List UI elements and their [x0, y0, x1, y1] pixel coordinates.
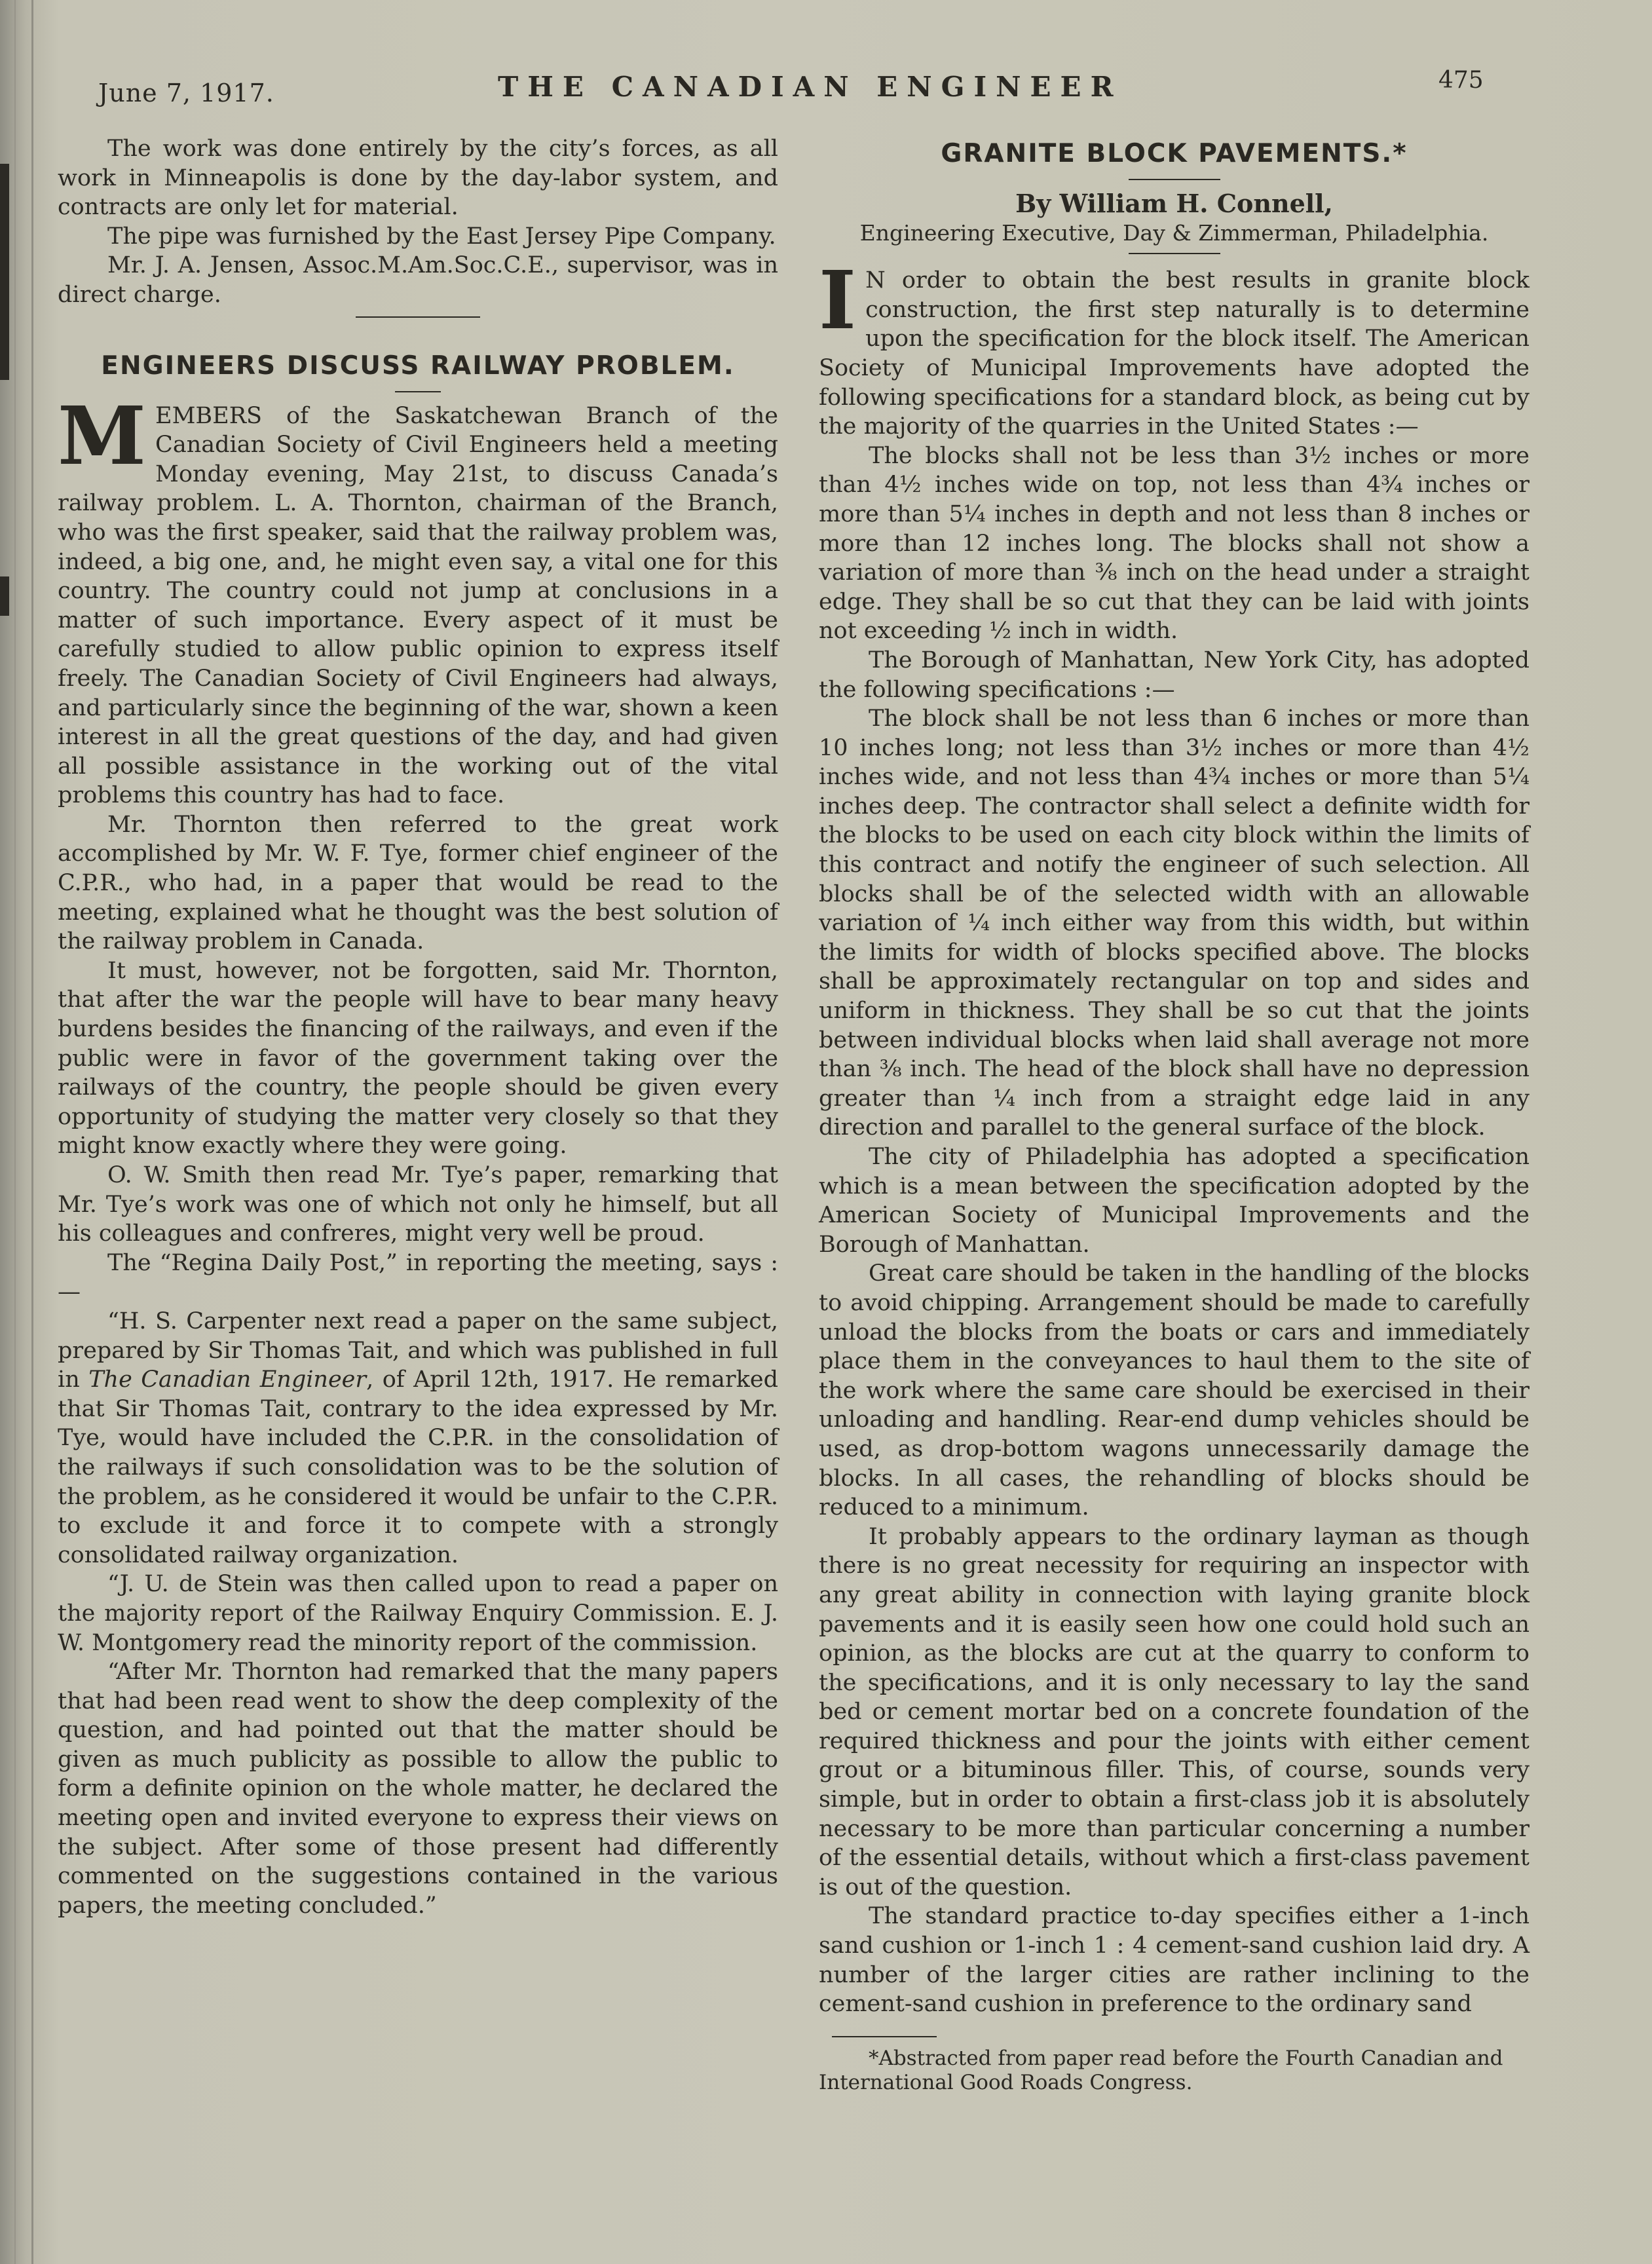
byline: By William H. Connell,	[1015, 189, 1333, 218]
headline-rule	[1129, 179, 1220, 180]
paragraph	[58, 1307, 778, 1570]
page-edge-shadow	[14, 0, 16, 2264]
lead-paragraph	[58, 388, 778, 810]
article-headline: GRANITE BLOCK PAVEMENTS.*	[941, 139, 1408, 168]
lead-text: N order to obtain the best results in granite block construction, the first step naturally is to determine upon the specification for the block itself. The American Society of Municipal Improvements have adopted the following specifications for a standard block, as being cut by the majority of the quarries in the United States :—	[819, 267, 1530, 440]
text-run: “H. S. Carpenter next read a paper on the same subject, prepared by Sir Thomas Tait, and which was published in full in	[58, 1308, 778, 1393]
headline-rule	[395, 391, 441, 392]
paragraph: It probably appears to the ordinary layman as though there is no great necessity for requiring an inspector with any great ability in connection with laying granite block pavements and it is easily seen how one could hold such an opinion, as the blocks are cut at the quarry to conform to the specifications, and it is only necessary to lay the sand bed or cement mortar bed on a concrete foundation of the required thickness and pour the joints with either cement grout or a bituminous filler. This, of course, sounds very simple, but in order to obtain a first-class job it is absolutely necessary to be more than particular concerning a number of the essential details, without which a first-class pavement is out of the question.	[819, 1523, 1530, 1900]
text-run: , of April 12th, 1917. He remarked that Sir Thomas Tait, contrary to the idea expressed by Mr. Tye, would have included the C.P.R. in the consolidation of the railways if such consolidation was to be the solution of the problem, as he considered it would be unfair to the C.P.R. to exclude it and force it to compete with a strongly consolidated railway organization.	[58, 1367, 778, 1568]
section-divider	[356, 316, 480, 318]
running-head	[0, 59, 1652, 111]
byline-rule	[1129, 253, 1220, 254]
margin-bar	[0, 576, 9, 616]
drop-cap: I	[819, 253, 857, 348]
paragraph: The block shall be not less than 6 inches or more than 10 inches long; not less than 3½ inches or more than 4½ inches wide, and not less than 4¾ inches or more than 5¼ inches deep. The contractor shall select a definite width for the blocks to be used on each city block within the limits of this contract and notify the engineer of such selection. All blocks shall be of the selected width with an allowable variation of ¼ inch either way from this width, but within the limits for width of blocks specified above. The blocks shall be approximately rectangular on top and sides and uniform in thickness. They shall be so cut that the joints between individual blocks when laid shall average not more than ⅜ inch. The head of the block shall have no depression greater than ¼ inch from a straight edge laid in any direction and parallel to the general surface of the block.	[819, 706, 1530, 1141]
right-column	[819, 134, 1530, 2095]
footnote: *Abstracted from paper read before the Fourth Canadian and International Good Roads Congress.	[819, 2046, 1503, 2094]
paragraph: The pipe was furnished by the East Jersey Pipe Company.	[107, 223, 776, 250]
drop-cap: M	[58, 388, 147, 483]
article-headline: ENGINEERS DISCUSS RAILWAY PROBLEM.	[101, 350, 735, 381]
paragraph: The Borough of Manhattan, New York City, has adopted the following specifications :—	[819, 647, 1530, 703]
paragraph: Mr. Thornton then referred to the great work accomplished by Mr. W. F. Tye, former chief engineer of the C.P.R., who had, in a paper that would be read to the meeting, explained what he thought was the best solution of the railway problem in Canada.	[58, 811, 778, 955]
page-number: 475	[1438, 67, 1484, 94]
paragraph: The work was done entirely by the city’s forces, as all work in Minneapolis is done by the day-labor system, and contracts are only let for material.	[58, 136, 778, 221]
lead-paragraph	[819, 253, 1530, 442]
paragraph: “After Mr. Thornton had remarked that the many papers that had been read went to show the deep complexity of the question, and had pointed out that the matter should be given as much publicity as possible to allow the public to form a definite opinion on the whole matter, he declared the meeting open and invited everyone to express their views on the subject. After some of those present had differently commented on the suggestions contained in the various papers, the meeting concluded.”	[58, 1659, 778, 1919]
paragraph: The standard practice to-day specifies either a 1-inch sand cushion or 1-inch 1 : 4 cement-sand cushion laid dry. A number of the larger cities are rather inclining to the cement-sand cushion in preference to the ordinary sand	[819, 1903, 1530, 2018]
paragraph: Mr. J. A. Jensen, Assoc.M.Am.Soc.C.E., supervisor, was in direct charge.	[58, 252, 778, 308]
paragraph: The city of Philadelphia has adopted a specification which is a mean between the specification adopted by the American Society of Municipal Improvements and the Borough of Manhattan.	[819, 1144, 1530, 1258]
issue-date: June 7, 1917.	[98, 79, 274, 107]
paragraph: The blocks shall not be less than 3½ inches or more than 4½ inches wide on top, not less than 4¾ inches or more than 5¼ inches in depth and not less than 8 inches or more than 12 inches long. The blocks shall not show a variation of more than ⅜ inch on the head under a straight edge. They shall be so cut that they can be laid with joints not exceeding ½ inch in width.	[819, 442, 1530, 645]
margin-bar	[0, 164, 9, 380]
publication-title: The Canadian Engineer	[88, 1367, 367, 1393]
binding-line	[31, 0, 33, 2264]
paragraph: It must, however, not be forgotten, said Mr. Thornton, that after the war the people will have to bear many heavy burdens besides the financing of the railways, and even if the public were in favor of the government taking over the railways of the country, the people should be given every opportunity of studying the matter very closely so that they might know exactly where they were going.	[58, 957, 778, 1160]
left-column	[58, 134, 778, 1920]
footnote-rule	[832, 2036, 937, 2037]
paragraph: O. W. Smith then read Mr. Tye’s paper, remarking that Mr. Tye’s work was one of which not only he himself, but all his colleagues and confreres, might very well be proud.	[58, 1162, 778, 1247]
paragraph: The “Regina Daily Post,” in reporting the meeting, says :—	[58, 1249, 778, 1306]
paragraph: “J. U. de Stein was then called upon to read a paper on the majority report of the Railway Enquiry Commission. E. J. W. Montgomery read the minority report of the commission.	[58, 1571, 778, 1656]
author-affiliation: Engineering Executive, Day & Zimmerman, Philadelphia.	[859, 219, 1489, 246]
journal-title: THE CANADIAN ENGINEER	[498, 71, 1123, 103]
lead-text: EMBERS of the Saskatchewan Branch of the Canadian Society of Civil Engineers held a meeting Monday evening, May 21st, to discuss Canada’s railway problem. L. A. Thornton, chairman of the Branch, who was the first speaker, said that the railway problem was, indeed, a big one, and, he might even say, a vital one for this country. The country could not jump at conclusions in a matter of such importance. Every aspect of it must be carefully studied to allow public opinion to express itself freely. The Canadian Society of Civil Engineers had always, and particularly since the beginning of the war, shown a keen interest in all the great questions of the day, and had given all possible assistance in the working out of the vital problems this country has had to face.	[58, 402, 778, 809]
paragraph: Great care should be taken in the handling of the blocks to avoid chipping. Arrangement should be made to carefully unload the blocks from the boats or cars and immediately place them in the conveyances to haul them to the site of the work where the same care should be exercised in their unloading and handling. Rear-end dump vehicles should be used, as drop-bottom wagons unnecessarily damage the blocks. In all cases, the rehandling of blocks should be reduced to a minimum.	[819, 1260, 1530, 1521]
